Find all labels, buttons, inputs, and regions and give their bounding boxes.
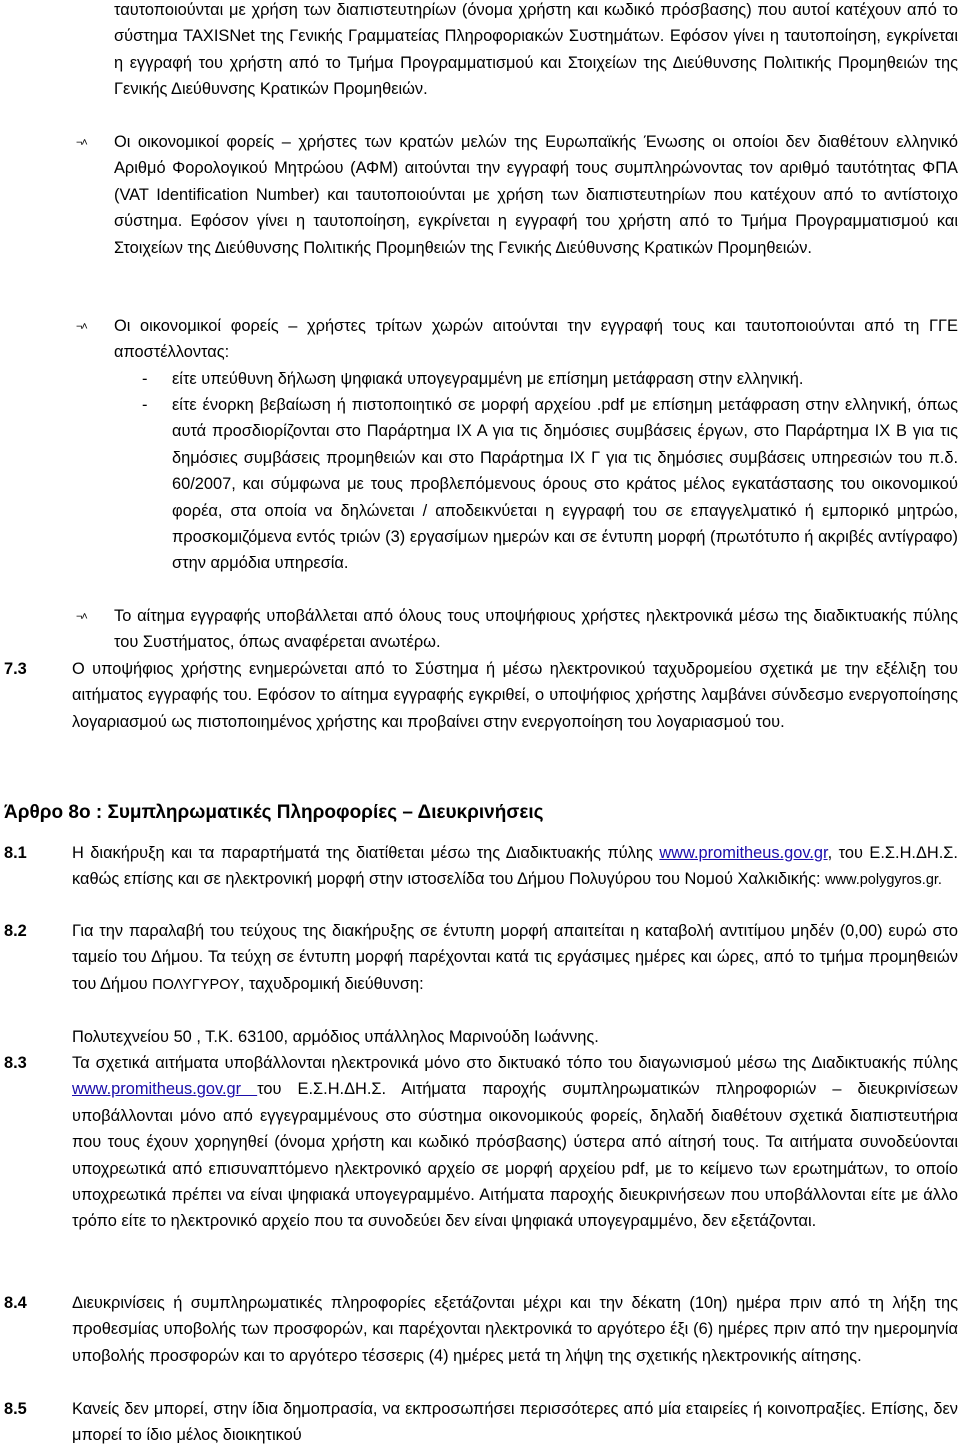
section-8-5 <box>4 1396 958 1449</box>
section-number: 8.3 <box>4 1054 27 1072</box>
bullet-marker: ¬˄ <box>76 611 87 623</box>
bullet-item <box>76 313 958 366</box>
section-text <box>72 918 958 998</box>
section-number: 8.1 <box>4 844 27 862</box>
bullet-item <box>76 129 958 261</box>
text-segment: Τα σχετικά αιτήματα υποβάλλονται ηλεκτρονικά μόνο στο δικτυακό τόπο του διαγωνισμού μέσω της Διαδικτυακής πύλης <box>72 1054 958 1072</box>
text-segment: Για την παραλαβή του τεύχους της διακήρυξης σε έντυπη μορφή απαιτείται η καταβολή αντιτίμου μηδέν (0,00) ευρώ στο ταμείο του Δήμου. Τα τεύχη σε έντυπη μορφή παρέχονται κατά τις εργάσιμες ημέρες και ώρες, από το τμήμα προμηθειών του Δήμου <box>72 922 958 993</box>
section-number: 8.2 <box>4 922 27 940</box>
section-7-3 <box>4 656 958 735</box>
bullet-text: Οι οικονομικοί φορείς – χρήστες των κρατών μελών της Ευρωπαϊκής Ένωσης οι οποίοι δεν διαθέτουν ελληνικό Αριθμό Φορολογικού Μητρώου (ΑΦΜ) αιτούνται την εγγραφή τους συμπληρώνοντας τον αριθμό ταυτότητας ΦΠΑ (VAT Identification Number) και ταυτοποιούνται με χρήση των διαπιστευτηρίων που κατέχουν από το αντίστοιχο σύστημα. Εφόσον γίνει η ταυτοποίηση, εγκρίνεται η εγγραφή του χρήστη από το Τμήμα Προγραμματισμού και Στοιχείων της Διεύθυνσης Πολιτικής Προμηθειών της Γενικής Διεύθυνσης Κρατικών Προμηθειών. <box>114 133 958 257</box>
text-segment: , του Ε.Σ.Η.ΔΗ.Σ. καθώς επίσης και σε ηλεκτρονική μορφή στην ιστοσελίδα του Δήμου Πολυγύρου του Νομού Χαλκιδικής: <box>72 844 958 889</box>
promitheus-link[interactable]: www.promitheus.gov.gr <box>72 1080 258 1099</box>
section-8-3 <box>4 1050 958 1235</box>
bullet-marker: ¬˄ <box>76 321 87 333</box>
section-number: 8.4 <box>4 1294 27 1312</box>
dash-text: είτε ένορκη βεβαίωση ή πιστοποιητικό σε μορφή αρχείου .pdf με επίσημη μετάφραση στην ελληνική, όπως αυτά προσδιορίζονται στο Παράρτημα IX A για τις δημόσιες συμβάσεις έργων, στο Παράρτημα IX B για τις δημόσιες συμβάσεις προμηθειών και στο Παράρτημα IX Γ για τις δημόσιες συμβάσεις υπηρεσιών του π.δ. 60/2007, και σύμφωνα με τους προβλεπόμενους όρους στο κράτος μέλος εγκατάστασης του οικονομικού φορέα, στα οποία να δηλώνεται / αποδεικνύεται η εγγραφή του σε επαγγελματικό ή εμπορικό μητρώο, προσκομιζόμενα εντός τριών (3) εργασίμων ημερών και σε έντυπη μορφή (πρωτότυπο ή ακριβές αντίγραφο) στην αρμόδια υπηρεσία. <box>172 396 958 573</box>
section-8-2 <box>4 918 958 998</box>
section-number: 8.5 <box>4 1400 27 1418</box>
section-text <box>72 1050 958 1235</box>
intro-paragraph: ταυτοποιούνται με χρήση των διαπιστευτηρίων (όνομα χρήστη και κωδικό πρόσβασης) που αυτοί κατέχουν από το σύστημα TAXISNet της Γενικής Γραμματείας Πληροφοριακών Συστημάτων. Εφόσον γίνει η ταυτοποίηση, εγκρίνεται η εγγραφή του χρήστη από το Τμήμα Προγραμματισμού και Στοιχείων της Διεύθυνσης Πολιτικής Προμηθειών της Γενικής Διεύθυνσης Κρατικών Προμηθειών. <box>114 1 958 99</box>
polygyros-site: www.polygyros.gr. <box>825 872 942 889</box>
dash-text: είτε υπεύθυνη δήλωση ψηφιακά υπογεγραμμένη με επίσημη μετάφραση στην ελληνική. <box>172 370 804 388</box>
article-heading: Άρθρο 8ο : Συμπληρωματικές Πληροφορίες – Διευκρινήσεις <box>4 802 544 823</box>
bullet-marker: ¬˄ <box>76 137 87 149</box>
section-number: 7.3 <box>4 660 27 678</box>
bullet-text: Οι οικονομικοί φορείς – χρήστες τρίτων χωρών αιτούνται την εγγραφή τους και ταυτοποιούνται από τη ΓΓΕ αποστέλλοντας: <box>114 317 958 362</box>
bullet-item <box>76 603 958 656</box>
municipality-name: ΠΟΛΥΓΥΡΟΥ <box>152 976 240 993</box>
section-text <box>72 840 958 894</box>
dash-item <box>142 392 958 577</box>
section-text: Διευκρινίσεις ή συμπληρωματικές πληροφορίες εξετάζονται μέχρι και την δέκατη (10η) ημέρα πριν από τη λήξη της προθεσμίας υποβολής των προσφορών, και παρέχονται ηλεκτρονικά το αργότερο έξι (6) ημέρες πριν από την ημερομηνία υποβολής προσφορών και το αργότερο τέσσερις (4) ημέρες μετά τη λήψη της σχετικής ηλεκτρονικής αίτησης. <box>72 1294 958 1365</box>
section-8-1 <box>4 840 958 894</box>
text-segment: Η διακήρυξη και τα παραρτήματά της διατίθεται μέσω της Διαδικτυακής πύλης <box>72 844 660 862</box>
section-text: Κανείς δεν μπορεί, στην ίδια δημοπρασία, να εκπροσωπήσει περισσότερες από μία εταιρείες ή κοινοπραξίες. Επίσης, δεν μπορεί το ίδιο μέλος διοικητικού <box>72 1400 958 1445</box>
dash-marker: - <box>142 396 148 414</box>
dash-item <box>142 366 958 392</box>
bullet-text: Το αίτημα εγγραφής υποβάλλεται από όλους τους υποψήφιους χρήστες ηλεκτρονικά μέσω της διαδικτυακής πύλης του Συστήματος, όπως αναφέρεται ανωτέρω. <box>114 607 958 652</box>
promitheus-link[interactable]: www.promitheus.gov.gr <box>659 844 828 862</box>
section-8-4 <box>4 1290 958 1369</box>
text-segment: , ταχυδρομική διεύθυνση: <box>239 974 424 993</box>
address-line: Πολυτεχνείου 50 , Τ.Κ. 63100, αρμόδιος υπάλληλος Μαρινούδη Ιωάννης. <box>72 1028 599 1046</box>
section-text: Ο υποψήφιος χρήστης ενημερώνεται από το Σύστημα ή μέσω ηλεκτρονικού ταχυδρομείου σχετικά με την εξέλιξη του αιτήματος εγγραφής του. Εφόσον το αίτημα εγγραφής εγκριθεί, ο υποψήφιος χρήστης λαμβάνει σύνδεσμο ενεργοποίησης λογαριασμού ως πιστοποιημένος χρήστης και προβαίνει στην ενεργοποίηση του λογαριασμού του. <box>72 660 958 731</box>
dash-marker: - <box>142 370 148 388</box>
text-segment: του Ε.Σ.Η.ΔΗ.Σ. Αιτήματα παροχής συμπληρωματικών πληροφοριών – διευκρινίσεων υποβάλλονται μόνο από εγγεγραμμένους στο σύστημα οικονομικούς φορείς, δηλαδή διαθέτουν σχετικά διαπιστευτήρια που τους έχουν χορηγηθεί (όνομα χρήστη και κωδικό πρόσβασης) ύστερα από αίτησή τους. Τα αιτήματα συνοδεύονται υποχρεωτικά από επισυναπτόμενο ηλεκτρονικό αρχείο σε μορφή αρχείου pdf, με το κείμενο των ερωτημάτων, το οποίο υποχρεωτικά πρέπει να είναι ψηφιακά υπογεγραμμένο. Αιτήματα παροχής διευκρινήσεων που υποβάλλονται είτε με άλλο τρόπο είτε το ηλεκτρονικό αρχείο που τα συνοδεύει δεν είναι ψηφιακά υπογεγραμμένο, δεν εξετάζονται. <box>72 1080 959 1231</box>
